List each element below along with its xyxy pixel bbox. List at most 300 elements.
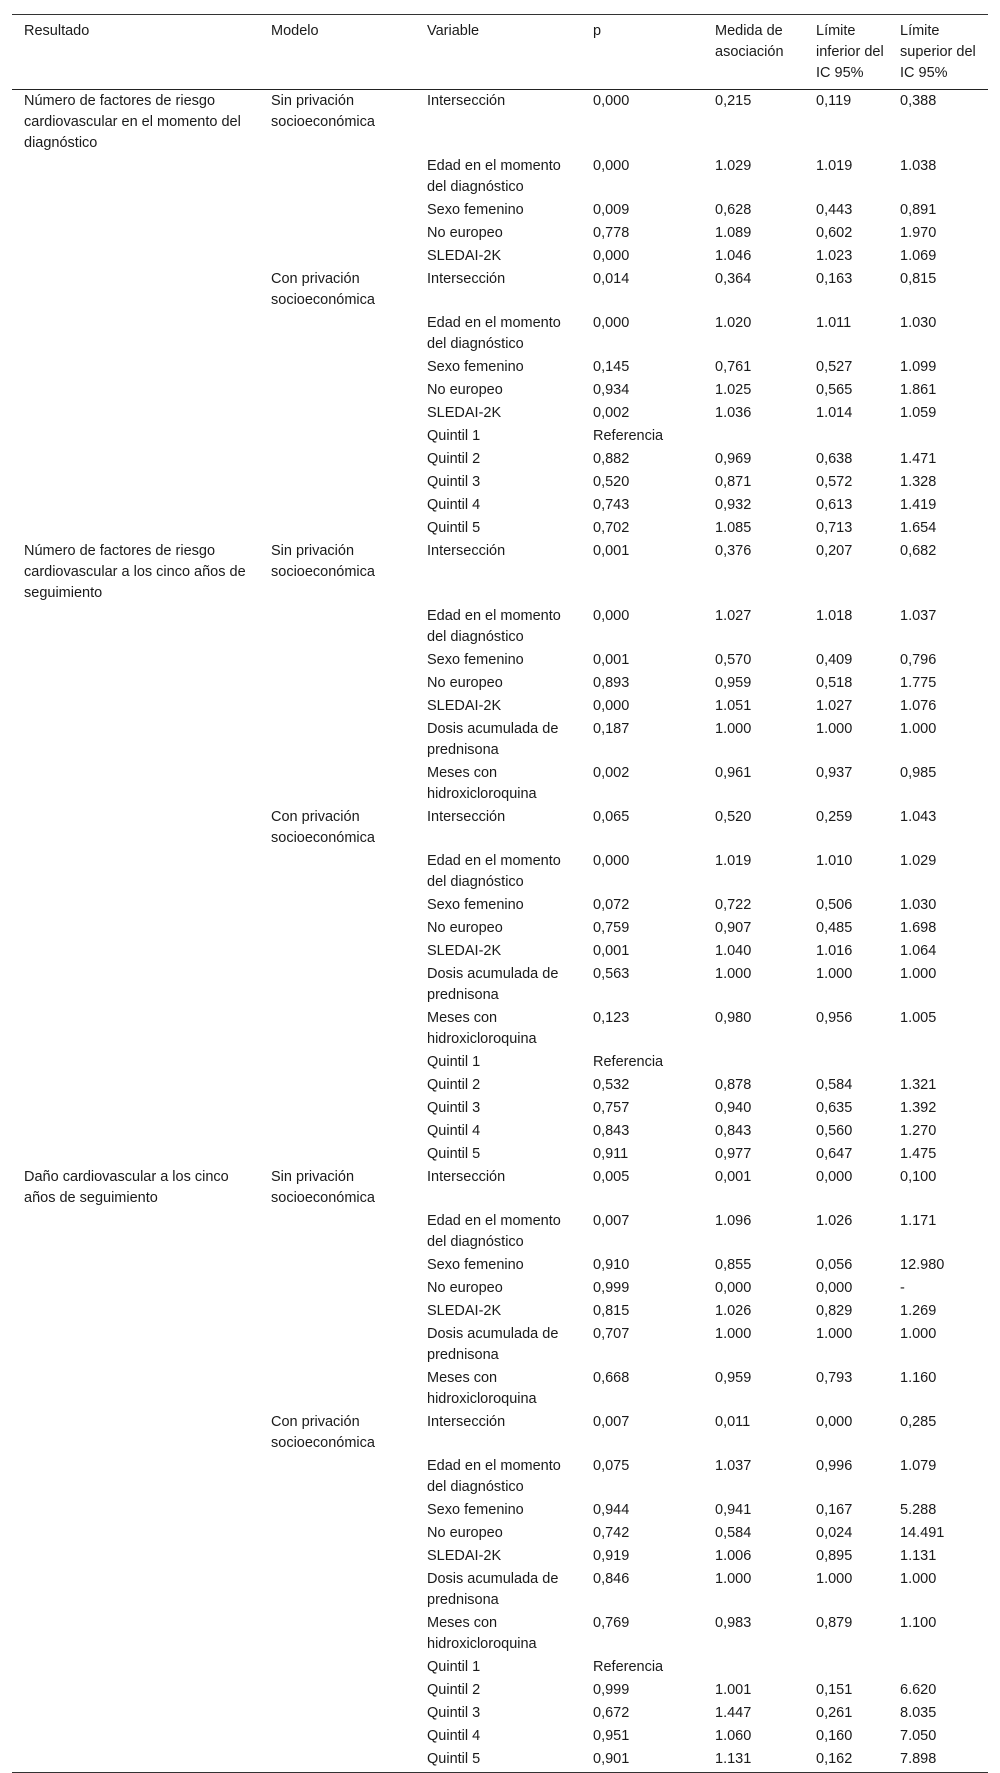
table-row	[12, 245, 988, 268]
cell-p: 0,778	[593, 225, 630, 241]
table-row	[12, 268, 988, 312]
cell-limite-inferior: 1.000	[816, 1326, 853, 1342]
table-header	[12, 15, 988, 90]
cell-limite-superior: 6.620	[900, 1682, 937, 1698]
cell-limite-inferior: 0,713	[816, 520, 853, 536]
cell-medida: 1.060	[715, 1728, 752, 1744]
cell-medida: 1.020	[715, 315, 752, 331]
cell-medida: 0,722	[715, 897, 752, 913]
cell-modelo	[259, 356, 415, 379]
cell-limite-inferior: 0,000	[816, 1414, 853, 1430]
cell-p: 0,951	[593, 1728, 630, 1744]
cell-variable: Meses con hidroxicloroquina	[427, 1010, 537, 1047]
cell-p: 0,520	[593, 474, 630, 490]
cell-modelo	[259, 155, 415, 199]
cell-medida: 1.000	[715, 966, 752, 982]
cell-limite-inferior: 0,584	[816, 1077, 853, 1093]
cell-limite-superior: 1.069	[900, 248, 937, 264]
cell-resultado	[12, 917, 259, 940]
cell-resultado	[12, 850, 259, 894]
cell-modelo	[259, 471, 415, 494]
cell-p: 0,002	[593, 765, 630, 781]
cell-variable: Intersección	[427, 1414, 506, 1430]
cell-modelo	[259, 1097, 415, 1120]
cell-p: 0,769	[593, 1615, 630, 1631]
cell-resultado	[12, 1210, 259, 1254]
cell-resultado	[12, 1499, 259, 1522]
cell-medida: 1.006	[715, 1548, 752, 1564]
cell-resultado	[12, 245, 259, 268]
cell-resultado	[12, 1074, 259, 1097]
cell-resultado	[12, 1612, 259, 1656]
cell-limite-inferior: 0,565	[816, 382, 853, 398]
cell-modelo	[259, 917, 415, 940]
cell-medida: 1.089	[715, 225, 752, 241]
table-row	[12, 605, 988, 649]
cell-resultado	[12, 1143, 259, 1166]
cell-limite-inferior: 1.014	[816, 405, 853, 421]
cell-variable: Edad en el momento del diagnóstico	[427, 1213, 561, 1250]
table-row	[12, 356, 988, 379]
cell-resultado	[12, 1254, 259, 1277]
cell-limite-inferior: 1.018	[816, 608, 853, 624]
cell-p: 0,123	[593, 1010, 630, 1026]
cell-limite-superior: 1.328	[900, 474, 937, 490]
cell-p: 0,901	[581, 1748, 703, 1773]
cell-p: 0,999	[593, 1682, 630, 1698]
cell-modelo	[259, 1522, 415, 1545]
cell-variable: Quintil 2	[427, 451, 481, 467]
cell-modelo	[259, 1725, 415, 1748]
cell-limite-inferior: 1.023	[816, 248, 853, 264]
cell-modelo	[259, 605, 415, 649]
cell-resultado	[12, 448, 259, 471]
cell-medida: 1.026	[715, 1303, 752, 1319]
table-row	[12, 222, 988, 245]
cell-limite-inferior: 0,119	[816, 93, 852, 109]
cell-limite-superior: 0,891	[900, 202, 937, 218]
table-row	[12, 1656, 988, 1679]
cell-p: 0,007	[593, 1213, 630, 1229]
cell-medida: 0,584	[715, 1525, 752, 1541]
cell-p: 0,002	[593, 405, 630, 421]
cell-variable: Dosis acumulada de prednisona	[427, 1571, 559, 1608]
cell-limite-superior: 1.079	[900, 1458, 937, 1474]
cell-resultado	[12, 471, 259, 494]
cell-variable: Quintil 5	[415, 1748, 581, 1773]
table-body	[12, 90, 988, 1773]
cell-medida: 0,941	[715, 1502, 752, 1518]
cell-limite-inferior: 0,162	[804, 1748, 888, 1773]
cell-resultado	[12, 1545, 259, 1568]
cell-p: 0,846	[593, 1571, 630, 1587]
cell-variable: No europeo	[427, 382, 503, 398]
table-row	[12, 1455, 988, 1499]
cell-limite-superior: 1.030	[900, 897, 937, 913]
cell-p: 0,815	[593, 1303, 630, 1319]
cell-medida: 1.029	[715, 158, 752, 174]
table-row	[12, 540, 988, 605]
cell-limite-inferior: 0,056	[816, 1257, 853, 1273]
cell-limite-inferior: 1.010	[816, 853, 853, 869]
cell-p: 0,001	[593, 652, 630, 668]
cell-limite-superior: 0,285	[900, 1414, 937, 1430]
table-row	[12, 1725, 988, 1748]
cell-medida: 1.000	[715, 1571, 752, 1587]
cell-resultado	[12, 894, 259, 917]
cell-limite-inferior: 0,024	[816, 1525, 853, 1541]
cell-p: 0,001	[593, 943, 630, 959]
cell-limite-inferior: 0,996	[816, 1458, 853, 1474]
cell-medida: 1.019	[715, 853, 752, 869]
cell-limite-superior: 1.000	[900, 1326, 937, 1342]
cell-limite-superior	[888, 1051, 988, 1074]
cell-limite-inferior: 0,635	[816, 1100, 853, 1116]
cell-modelo	[259, 199, 415, 222]
cell-modelo	[259, 1007, 415, 1051]
table-row	[12, 1411, 988, 1455]
cell-p: 0,065	[593, 809, 630, 825]
cell-limite-inferior: 0,506	[816, 897, 853, 913]
cell-limite-superior: 1.131	[900, 1548, 937, 1564]
table-row	[12, 1254, 988, 1277]
table-row	[12, 1522, 988, 1545]
cell-p: 0,000	[593, 698, 630, 714]
table-row	[12, 695, 988, 718]
cell-limite-inferior: 0,527	[816, 359, 853, 375]
cell-limite-superior: 0,985	[900, 765, 937, 781]
table-row	[12, 402, 988, 425]
cell-p: 0,001	[593, 543, 630, 559]
cell-medida: 0,969	[715, 451, 752, 467]
cell-modelo: Con privación socioeconómica	[271, 271, 375, 308]
cell-limite-inferior: 0,638	[816, 451, 853, 467]
cell-resultado	[12, 1748, 259, 1773]
cell-modelo	[259, 894, 415, 917]
cell-limite-inferior: 1.000	[816, 721, 853, 737]
cell-modelo	[259, 1748, 415, 1773]
cell-modelo	[259, 1074, 415, 1097]
cell-limite-superior: 1.100	[900, 1615, 937, 1631]
cell-resultado	[12, 1097, 259, 1120]
cell-limite-inferior: 0,259	[816, 809, 853, 825]
cell-limite-superior: 1.970	[900, 225, 937, 241]
cell-resultado	[12, 1455, 259, 1499]
cell-resultado	[12, 494, 259, 517]
cell-modelo	[259, 425, 415, 448]
cell-modelo	[259, 1702, 415, 1725]
cell-limite-superior: 1.064	[900, 943, 937, 959]
cell-limite-superior: 1.030	[900, 315, 937, 331]
cell-modelo	[259, 517, 415, 540]
table-row	[12, 1612, 988, 1656]
cell-variable: Intersección	[427, 809, 506, 825]
cell-modelo: Sin privación socioeconómica	[271, 543, 375, 580]
cell-limite-superior: 1.037	[900, 608, 937, 624]
cell-medida: 0,011	[715, 1414, 751, 1430]
cell-p: Referencia	[593, 1054, 664, 1070]
cell-medida: 0,878	[715, 1077, 752, 1093]
cell-resultado	[12, 199, 259, 222]
cell-limite-superior: 1.775	[900, 675, 937, 691]
cell-p: 0,893	[593, 675, 630, 691]
cell-limite-superior: 8.035	[900, 1705, 937, 1721]
header-row	[12, 15, 988, 90]
cell-variable: Meses con hidroxicloroquina	[427, 1370, 537, 1407]
cell-medida: 1.447	[715, 1705, 752, 1721]
cell-medida: 0,980	[715, 1010, 752, 1026]
table-row	[12, 806, 988, 850]
cell-medida: 0,520	[715, 809, 752, 825]
cell-p: Referencia	[593, 1659, 664, 1675]
cell-variable: Intersección	[427, 271, 506, 287]
results-table	[12, 14, 988, 1773]
cell-variable: Dosis acumulada de prednisona	[427, 1326, 559, 1363]
cell-p: 0,668	[593, 1370, 630, 1386]
cell-medida: 0,000	[715, 1280, 752, 1296]
table-row	[12, 1143, 988, 1166]
cell-p: 0,944	[593, 1502, 630, 1518]
table-row	[12, 1277, 988, 1300]
cell-limite-superior: 1.005	[900, 1010, 937, 1026]
cell-modelo	[259, 762, 415, 806]
cell-p: 0,707	[593, 1326, 630, 1342]
header-resultado: Resultado	[12, 15, 259, 90]
cell-variable: Quintil 5	[427, 1146, 481, 1162]
cell-variable: No europeo	[427, 225, 503, 241]
cell-modelo	[259, 379, 415, 402]
cell-limite-superior	[888, 1656, 988, 1679]
cell-variable: Edad en el momento del diagnóstico	[427, 315, 561, 352]
cell-resultado	[12, 155, 259, 199]
cell-modelo	[259, 1612, 415, 1656]
cell-variable: Meses con hidroxicloroquina	[427, 1615, 537, 1652]
cell-variable: Quintil 1	[427, 1054, 481, 1070]
cell-resultado	[12, 1411, 259, 1455]
cell-p: 0,882	[593, 451, 630, 467]
cell-resultado	[12, 762, 259, 806]
cell-resultado	[12, 1007, 259, 1051]
cell-limite-superior: 1.471	[900, 451, 937, 467]
cell-p: 0,000	[593, 608, 630, 624]
cell-modelo	[259, 695, 415, 718]
cell-limite-inferior	[804, 1051, 888, 1074]
header-variable: Variable	[415, 15, 581, 90]
cell-resultado: Número de factores de riesgo cardiovascular a los cinco años de seguimiento	[24, 543, 246, 601]
table-row	[12, 379, 988, 402]
cell-limite-inferior: 1.000	[816, 966, 853, 982]
cell-variable: SLEDAI-2K	[427, 1303, 502, 1319]
cell-medida: 0,961	[715, 765, 752, 781]
cell-medida: 0,959	[715, 1370, 752, 1386]
cell-modelo	[259, 1210, 415, 1254]
cell-resultado: Número de factores de riesgo cardiovascular en el momento del diagnóstico	[24, 93, 241, 151]
cell-limite-inferior: 0,000	[816, 1169, 853, 1185]
cell-variable: Quintil 4	[427, 1123, 481, 1139]
cell-limite-superior: 1.419	[900, 497, 937, 513]
cell-modelo	[259, 1300, 415, 1323]
cell-limite-inferior: 0,443	[816, 202, 853, 218]
cell-resultado	[12, 425, 259, 448]
cell-variable: Quintil 2	[427, 1077, 481, 1093]
cell-p: 0,743	[593, 497, 630, 513]
cell-medida: 1.051	[715, 698, 752, 714]
cell-limite-superior: 7.898	[888, 1748, 988, 1773]
cell-variable: SLEDAI-2K	[427, 1548, 502, 1564]
cell-limite-superior: 0,100	[900, 1169, 937, 1185]
cell-p: 0,757	[593, 1100, 630, 1116]
cell-resultado	[12, 1522, 259, 1545]
table-row	[12, 850, 988, 894]
cell-limite-superior: 1.099	[900, 359, 937, 375]
cell-modelo	[259, 1545, 415, 1568]
cell-limite-superior: -	[900, 1280, 905, 1296]
cell-medida: 1.036	[715, 405, 752, 421]
cell-limite-inferior: 1.016	[816, 943, 853, 959]
header-medida: Medida de asociación	[703, 15, 804, 90]
cell-medida	[703, 1656, 804, 1679]
table-row	[12, 425, 988, 448]
cell-limite-inferior: 1.019	[816, 158, 853, 174]
cell-resultado	[12, 356, 259, 379]
cell-limite-superior: 7.050	[900, 1728, 937, 1744]
table-row	[12, 1568, 988, 1612]
cell-p: 0,007	[593, 1414, 630, 1430]
cell-p: 0,014	[593, 271, 630, 287]
cell-variable: Meses con hidroxicloroquina	[427, 765, 537, 802]
cell-medida: 0,628	[715, 202, 752, 218]
cell-limite-inferior: 1.011	[816, 315, 852, 331]
cell-limite-inferior: 1.026	[816, 1213, 853, 1229]
cell-p: 0,742	[593, 1525, 630, 1541]
cell-limite-inferior: 0,151	[816, 1682, 853, 1698]
cell-limite-inferior: 0,895	[816, 1548, 853, 1564]
table-row	[12, 1166, 988, 1210]
cell-variable: Sexo femenino	[427, 1502, 524, 1518]
table-row	[12, 1097, 988, 1120]
cell-modelo	[259, 672, 415, 695]
cell-limite-inferior: 0,167	[816, 1502, 853, 1518]
cell-resultado	[12, 605, 259, 649]
cell-resultado	[12, 695, 259, 718]
cell-p: 0,000	[593, 315, 630, 331]
cell-limite-inferior: 0,956	[816, 1010, 853, 1026]
cell-modelo: Con privación socioeconómica	[271, 1414, 375, 1451]
cell-modelo	[259, 1254, 415, 1277]
cell-medida: 0,977	[715, 1146, 752, 1162]
cell-variable: Quintil 3	[427, 1705, 481, 1721]
table-row	[12, 1679, 988, 1702]
table-row	[12, 1367, 988, 1411]
table-row	[12, 1545, 988, 1568]
cell-variable: Edad en el momento del diagnóstico	[427, 853, 561, 890]
cell-limite-inferior: 0,572	[816, 474, 853, 490]
cell-limite-inferior: 0,409	[816, 652, 853, 668]
cell-limite-superior: 1.269	[900, 1303, 937, 1319]
cell-limite-superior: 1.000	[900, 966, 937, 982]
cell-modelo	[259, 1367, 415, 1411]
cell-modelo	[259, 312, 415, 356]
cell-limite-superior: 1.861	[900, 382, 937, 398]
cell-modelo	[259, 649, 415, 672]
cell-limite-superior: 1.654	[900, 520, 937, 536]
table-row	[12, 1702, 988, 1725]
cell-variable: Sexo femenino	[427, 1257, 524, 1273]
cell-modelo	[259, 1143, 415, 1166]
cell-limite-superior: 1.160	[900, 1370, 937, 1386]
cell-modelo	[259, 1568, 415, 1612]
cell-medida: 0,959	[715, 675, 752, 691]
table-row	[12, 1323, 988, 1367]
cell-p: 0,000	[593, 853, 630, 869]
cell-limite-superior: 1.321	[900, 1077, 937, 1093]
cell-medida: 1.131	[703, 1748, 804, 1773]
cell-variable: Sexo femenino	[427, 202, 524, 218]
cell-p: 0,934	[593, 382, 630, 398]
cell-variable: SLEDAI-2K	[427, 698, 502, 714]
cell-medida: 0,932	[715, 497, 752, 513]
cell-modelo	[259, 940, 415, 963]
cell-variable: Quintil 1	[427, 428, 481, 444]
cell-limite-superior: 1.059	[900, 405, 937, 421]
table-row	[12, 1051, 988, 1074]
cell-p: 0,005	[593, 1169, 630, 1185]
cell-p: 0,910	[593, 1257, 630, 1273]
header-limite-inferior: Límite inferior del IC 95%	[804, 15, 888, 90]
cell-modelo	[259, 494, 415, 517]
cell-medida: 0,001	[715, 1169, 752, 1185]
cell-variable: Sexo femenino	[427, 897, 524, 913]
cell-modelo	[259, 1455, 415, 1499]
table-row	[12, 649, 988, 672]
cell-medida: 1.027	[715, 608, 752, 624]
cell-medida: 0,871	[715, 474, 752, 490]
cell-medida: 0,215	[715, 93, 752, 109]
cell-p: 0,000	[593, 248, 630, 264]
cell-modelo: Sin privación socioeconómica	[271, 93, 375, 130]
cell-limite-inferior: 0,613	[816, 497, 853, 513]
cell-variable: SLEDAI-2K	[427, 405, 502, 421]
cell-limite-inferior: 0,879	[816, 1615, 853, 1631]
cell-resultado	[12, 379, 259, 402]
cell-medida: 0,364	[715, 271, 752, 287]
table-row	[12, 471, 988, 494]
cell-limite-superior: 1.475	[900, 1146, 937, 1162]
cell-modelo	[259, 222, 415, 245]
cell-variable: Intersección	[427, 543, 506, 559]
cell-resultado	[12, 649, 259, 672]
cell-resultado	[12, 402, 259, 425]
table-row	[12, 199, 988, 222]
cell-resultado	[12, 940, 259, 963]
cell-limite-superior: 1.043	[900, 809, 937, 825]
cell-medida: 0,843	[715, 1123, 752, 1139]
cell-limite-superior: 12.980	[900, 1257, 945, 1273]
cell-limite-inferior: 0,937	[816, 765, 853, 781]
cell-p: 0,911	[593, 1146, 629, 1162]
cell-p: Referencia	[593, 428, 664, 444]
table-row	[12, 762, 988, 806]
cell-limite-superior: 1.698	[900, 920, 937, 936]
cell-medida: 1.040	[715, 943, 752, 959]
cell-modelo	[259, 718, 415, 762]
cell-limite-superior: 1.029	[900, 853, 937, 869]
cell-resultado	[12, 1277, 259, 1300]
table-row	[12, 155, 988, 199]
cell-limite-superior: 1.038	[900, 158, 937, 174]
cell-limite-inferior: 0,647	[816, 1146, 853, 1162]
table-row	[12, 448, 988, 471]
